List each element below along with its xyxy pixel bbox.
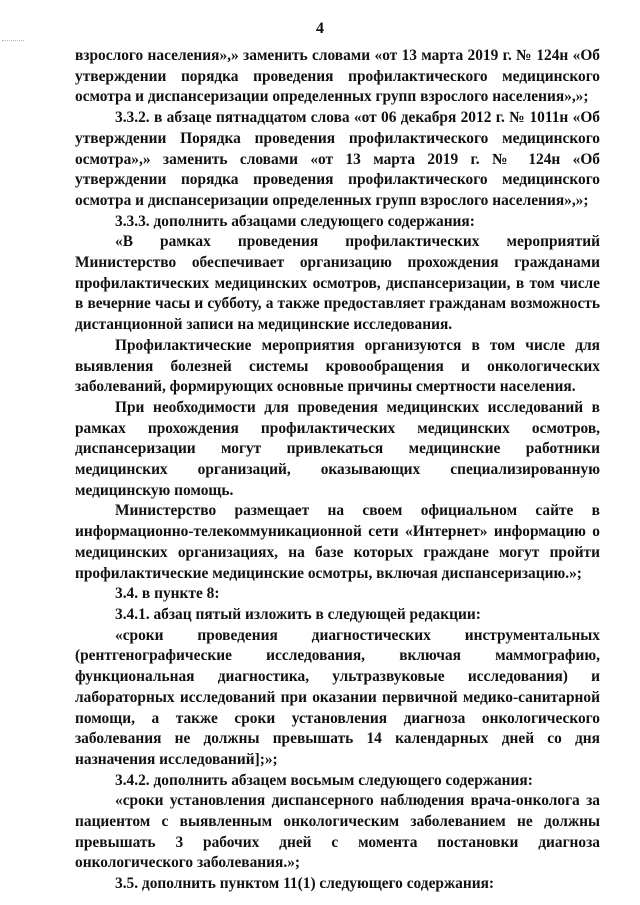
paragraph-3-3-2: 3.3.2. в абзаце пятнадцатом слова «от 06 декабря 2012 г. № 1011н «Об утверждении Порядка проведения профилактического медицинского осмотра»,» заменить словами «от 13 марта 2019 г. № 124н «Об утверждении порядка проведения профилактического медицинского осмотра и диспансеризации определенных групп взрослого населения»,»; — [75, 109, 600, 209]
paragraph-3-4-1: 3.4.1. абзац пятый изложить в следующей редакции: — [115, 605, 481, 623]
page-number: 4 — [316, 20, 324, 37]
paragraph-medical-workers: При необходимости для проведения медицинских исследований в рамках прохождения профилактических медицинских осмотров, диспансеризации могут привлекаться медицинские работники медицинских организаций, оказывающих специализированную медицинскую помощь. — [75, 398, 600, 499]
paragraph-3-4: 3.4. в пункте 8: — [115, 585, 220, 603]
paragraph-oncology-terms: «сроки установления диспансерного наблюдения врача-онколога за пациентом с выявленным онкологическим заболеванием не должны превышать 3 рабочих дней с момента постановки диагноза онкологического заболевания.»; — [75, 792, 600, 872]
document-body — [75, 46, 600, 895]
scan-margin-mark — [2, 40, 24, 55]
paragraph-diagnostic-terms: «сроки проведения диагностических инструментальных (рентгенографические исследования, включая маммографию, функциональная диагностика, ультразвуковые исследования) и лабораторных исследований при оказании первичной медико-санитарной помощи, а также сроки установления диагноза онкологического заболевания не должны превышать 14 календарных дней со дня назначения исследований];»; — [75, 626, 600, 768]
paragraph-3-3-3: 3.3.3. дополнить абзацами следующего содержания: — [115, 212, 475, 230]
paragraph-3-4-2: 3.4.2. дополнить абзацем восьмым следующего содержания: — [115, 771, 533, 789]
paragraph-3-5: 3.5. дополнить пунктом 11(1) следующего содержания: — [115, 875, 495, 893]
paragraph-ministry-website: Министерство размещает на своем официальном сайте в информационно-телекоммуникационной сети «Интернет» информацию о медицинских организациях, на базе которых граждане могут пройти профилактические медицинские осмотры, включая диспансеризацию.»; — [75, 502, 600, 582]
paragraph-preventive-measures: «В рамках проведения профилактических мероприятий Министерство обеспечивает организацию прохождения гражданами профилактических медицинских осмотров, диспансеризации, в том числе в вечерние часы и субботу, а также предоставляет гражданам возможность дистанционной записи на медицинские исследования. — [75, 233, 600, 334]
paragraph-preventive-organization: Профилактические мероприятия организуются в том числе для выявления болезней системы кровообращения и онкологических заболеваний, формирующих основные причины смертности населения. — [75, 336, 600, 396]
paragraph-continuation: взрослого населения»,» заменить словами «от 13 марта 2019 г. № 124н «Об утверждении порядка проведения профилактического медицинского осмотра и диспансеризации определенных групп взрослого населения»,»; — [75, 47, 600, 106]
